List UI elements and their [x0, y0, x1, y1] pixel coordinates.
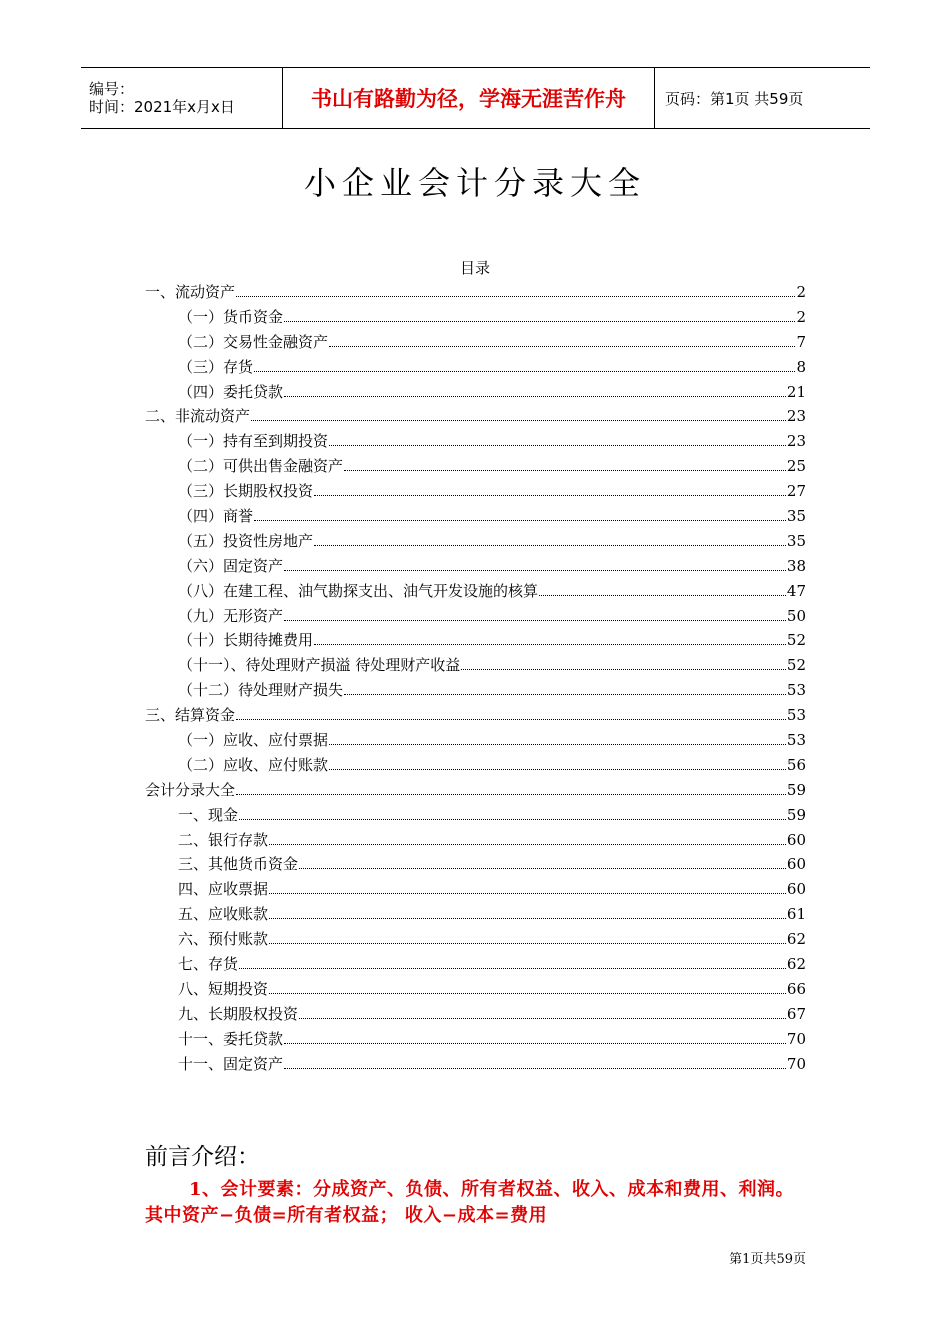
toc-entry-label: （一）应收、应付票据: [178, 731, 329, 750]
toc-entry-label: 三、结算资金: [145, 706, 236, 725]
toc-entry-label: （十）长期待摊费用: [178, 631, 314, 650]
toc-entry-page: 52: [786, 631, 806, 650]
toc-entry-label: （二）交易性金融资产: [178, 332, 329, 351]
toc-entry[interactable]: [145, 1053, 806, 1078]
toc-entry-label: 一、流动资产: [145, 283, 236, 301]
toc-entry-page: 60: [786, 880, 806, 899]
toc-dot-leader: [539, 583, 786, 596]
toc-entry-page: 23: [786, 432, 806, 451]
toc-dot-leader: [284, 608, 786, 621]
toc-dot-leader: [236, 782, 786, 795]
toc-dot-leader: [299, 1006, 786, 1019]
toc-entry-label: 八、短期投资: [178, 979, 269, 998]
toc-entry-page: 50: [786, 606, 806, 625]
toc-entry[interactable]: [145, 331, 806, 356]
preface-heading: 前言介绍：: [145, 1144, 260, 1170]
toc-dot-leader: [299, 856, 786, 869]
toc-entry[interactable]: [145, 928, 806, 953]
header-number: 编号：: [89, 80, 135, 98]
toc-entry[interactable]: [145, 480, 806, 505]
toc-entry[interactable]: [145, 679, 806, 704]
toc-dot-leader: [344, 458, 786, 471]
toc-entry[interactable]: [145, 654, 806, 679]
toc-entry-page: 59: [786, 805, 806, 824]
toc-dot-leader: [284, 384, 786, 397]
toc-entry[interactable]: [145, 281, 806, 306]
toc-entry[interactable]: [145, 1003, 806, 1028]
toc-entry-label: （三）存货: [178, 357, 254, 376]
toc-entry[interactable]: [145, 580, 806, 605]
toc-dot-leader: [236, 707, 786, 720]
toc-entry-label: （一）货币资金: [178, 307, 284, 326]
toc-dot-leader: [344, 682, 786, 695]
toc-dot-leader: [329, 334, 795, 347]
toc-entry-page: 53: [786, 706, 806, 725]
toc-entry-label: （四）商誉: [178, 507, 254, 526]
toc-entry-page: 61: [786, 905, 806, 924]
toc-entry-label: （六）固定资产: [178, 556, 284, 575]
toc-entry-page: 23: [786, 407, 806, 426]
toc-entry[interactable]: [145, 754, 806, 779]
toc-entry-page: 2: [796, 283, 806, 301]
toc-entry-label: （二）应收、应付账款: [178, 755, 329, 774]
toc-entry-page: 67: [786, 1004, 806, 1023]
preface-paragraph: 1、会计要素：分成资产、负债、所有者权益、收入、成本和费用、利润。 其中资产−负债=所有者权益； 收入−成本=费用: [145, 1179, 795, 1226]
toc-entry-page: 35: [786, 507, 806, 526]
toc-entry-label: 五、应收账款: [178, 905, 269, 924]
toc-dot-leader: [461, 657, 786, 670]
toc-entry-label: （五）投资性房地产: [178, 531, 314, 550]
toc-dot-leader: [284, 309, 795, 322]
toc-entry-page: 53: [786, 681, 806, 700]
header-page-number: 页码：第1页 共59页: [665, 89, 804, 108]
toc-entry[interactable]: [145, 530, 806, 555]
toc-entry[interactable]: [145, 356, 806, 381]
toc-entry-label: 会计分录大全: [145, 780, 236, 799]
toc-entry-label: （十二）待处理财产损失: [178, 681, 344, 700]
page-header: [81, 67, 870, 129]
toc-entry[interactable]: [145, 953, 806, 978]
header-left-cell: [81, 68, 282, 128]
toc-entry-page: 70: [786, 1054, 806, 1073]
toc-entry-label: 十一、固定资产: [178, 1054, 284, 1073]
toc-entry[interactable]: [145, 1028, 806, 1053]
toc-entry-page: 53: [786, 731, 806, 750]
header-time: 时间：2021年x月x日: [89, 98, 235, 116]
toc-entry[interactable]: [145, 829, 806, 854]
toc-dot-leader: [284, 1056, 786, 1069]
toc-entry-page: 60: [786, 855, 806, 874]
toc-entry-page: 25: [786, 457, 806, 476]
toc-entry-label: （三）长期股权投资: [178, 482, 314, 501]
toc-dot-leader: [269, 981, 786, 994]
toc-entry-page: 59: [786, 780, 806, 799]
header-motto: 书山有路勤为径，学海无涯苦作舟: [311, 87, 626, 111]
toc-dot-leader: [251, 408, 786, 421]
toc-entry-label: 九、长期股权投资: [178, 1004, 299, 1023]
toc-entry-page: 56: [786, 755, 806, 774]
toc-heading: 目录: [459, 259, 490, 277]
toc-entry-label: 六、预付账款: [178, 930, 269, 949]
toc-entry[interactable]: [145, 430, 806, 455]
toc-entry[interactable]: [145, 878, 806, 903]
toc-dot-leader: [284, 1031, 786, 1044]
toc-entry[interactable]: [145, 804, 806, 829]
toc-dot-leader: [314, 632, 786, 645]
toc-entry-page: 62: [786, 955, 806, 974]
toc-entry-page: 70: [786, 1029, 806, 1048]
toc-dot-leader: [329, 433, 786, 446]
toc-entry[interactable]: [145, 306, 806, 331]
toc-entry-label: 二、非流动资产: [145, 407, 251, 426]
toc-entry[interactable]: [145, 779, 806, 804]
toc-dot-leader: [239, 956, 786, 969]
toc-entry-page: 35: [786, 531, 806, 550]
toc-entry-label: 三、其他货币资金: [178, 855, 299, 874]
toc-entry[interactable]: [145, 978, 806, 1003]
toc-dot-leader: [284, 558, 786, 571]
toc-dot-leader: [269, 832, 786, 845]
toc-dot-leader: [269, 881, 786, 894]
toc-entry-label: （八）在建工程、油气勘探支出、油气开发设施的核算: [178, 581, 539, 600]
toc-entry-label: （十一）、待处理财产损溢 待处理财产收益: [178, 656, 461, 675]
toc-dot-leader: [329, 732, 786, 745]
toc-entry[interactable]: [145, 903, 806, 928]
toc-entry-label: （四）委托贷款: [178, 382, 284, 401]
toc-dot-leader: [239, 807, 786, 820]
toc-entry[interactable]: [145, 405, 806, 430]
toc-entry[interactable]: [145, 704, 806, 729]
toc-entry-label: 四、应收票据: [178, 880, 269, 899]
toc-entry-page: 2: [796, 307, 806, 326]
document-title: 小企业会计分录大全: [303, 164, 646, 202]
toc-entry-label: （一）持有至到期投资: [178, 432, 329, 451]
toc-dot-leader: [314, 533, 786, 546]
toc-entry-page: 38: [786, 556, 806, 575]
header-page-cell: [655, 68, 870, 128]
toc-dot-leader: [236, 284, 795, 297]
toc-entry-label: （九）无形资产: [178, 606, 284, 625]
toc-entry-label: 二、银行存款: [178, 830, 269, 849]
toc-entry-page: 66: [786, 979, 806, 998]
toc-entry[interactable]: [145, 455, 806, 480]
toc-entry-label: （二）可供出售金融资产: [178, 457, 344, 476]
toc-entry-page: 52: [786, 656, 806, 675]
header-motto-cell: [282, 68, 655, 128]
toc-entry[interactable]: [145, 505, 806, 530]
toc-entry-label: 七、存货: [178, 955, 239, 974]
toc-entry[interactable]: [145, 853, 806, 878]
toc-entry[interactable]: [145, 629, 806, 654]
toc-dot-leader: [254, 359, 795, 372]
toc-entry-label: 十一、委托贷款: [178, 1029, 284, 1048]
toc-entry[interactable]: [145, 555, 806, 580]
toc-entry-page: 47: [786, 581, 806, 600]
toc-dot-leader: [329, 757, 786, 770]
toc-entry[interactable]: [145, 605, 806, 630]
toc-dot-leader: [269, 906, 786, 919]
toc-entry-page: 8: [796, 357, 806, 376]
toc-entry[interactable]: [145, 729, 806, 754]
toc-entry[interactable]: [145, 381, 806, 406]
toc-entry-page: 60: [786, 830, 806, 849]
toc-dot-leader: [269, 931, 786, 944]
toc-dot-leader: [254, 508, 786, 521]
toc-entry-label: 一、现金: [178, 805, 239, 824]
toc-entry-page: 7: [796, 332, 806, 351]
toc-entry-page: 62: [786, 930, 806, 949]
toc-entry-page: 21: [786, 382, 806, 401]
page-footer: 第1页共59页: [729, 1252, 806, 1267]
toc-entry-page: 27: [786, 482, 806, 501]
table-of-contents: [145, 281, 806, 1078]
toc-dot-leader: [314, 483, 786, 496]
